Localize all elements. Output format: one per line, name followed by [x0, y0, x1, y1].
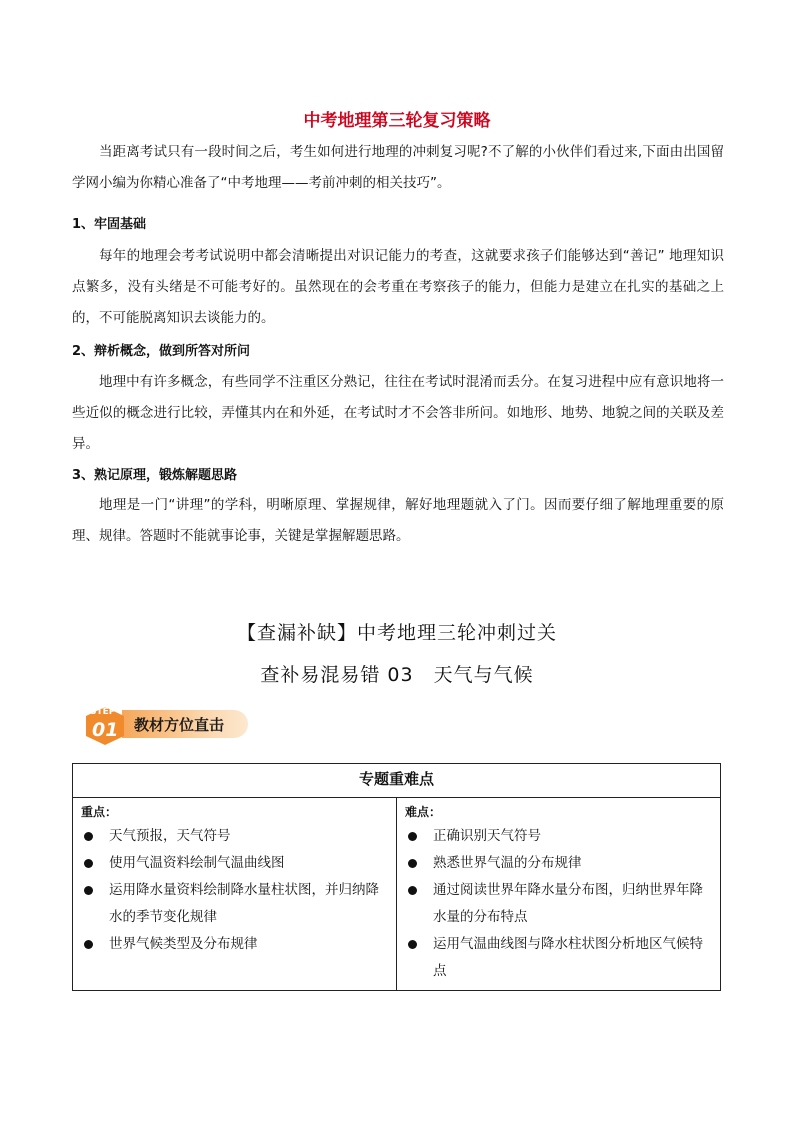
bullet-icon — [84, 859, 93, 868]
section-paragraph-2: 地理中有许多概念，有些同学不注重区分熟记，往往在考试时混淆而丢分。在复习进程中应有意识地将一些近似的概念进行比较，弄懂其内在和外延，在考试时才不会答非所问。如地形、地势、地貌之间的关联及差异。 — [72, 374, 724, 452]
key-points-list — [81, 823, 388, 958]
bullet-icon — [408, 832, 417, 841]
list-item-text: 天气预报，天气符号 — [109, 828, 231, 844]
list-item — [405, 823, 712, 850]
list-item — [81, 931, 388, 958]
list-item-text: 熟悉世界气温的分布规律 — [433, 855, 582, 871]
step-label: 教材方位直击 — [134, 716, 225, 734]
list-item — [81, 850, 388, 877]
section-heading-3: 3、熟记原理，锻炼解题思路 — [72, 468, 238, 483]
key-points-table — [72, 763, 721, 991]
list-item-text: 使用气温资料绘制气温曲线图 — [109, 855, 285, 871]
list-item — [405, 931, 712, 985]
bullet-icon — [408, 859, 417, 868]
bullet-icon — [408, 886, 417, 895]
difficult-points-column — [397, 798, 720, 990]
list-item-text: 世界气候类型及分布规律 — [109, 936, 258, 952]
list-item-text: 正确识别天气符号 — [433, 828, 541, 844]
section-paragraph-1: 每年的地理会考考试说明中都会清晰提出对识记能力的考查，这就要求孩子们能够达到“善记” 地理知识点繁多，没有头绪是不可能考好的。虽然现在的会考重在考察孩子的能力，但能力是建立在扎实的基础之上的，不可能脱离知识去谈能力的。 — [72, 248, 724, 326]
difficult-points-list — [405, 823, 712, 985]
section-paragraph-3: 地理是一门“讲理”的学科，明晰原理、掌握规律，解好地理题就入了门。因而要仔细了解地理重要的原理、规律。答题时不能就事论事，关键是掌握解题思路。 — [72, 497, 724, 544]
key-points-column — [73, 798, 397, 990]
list-item — [405, 850, 712, 877]
list-item-text: 运用降水量资料绘制降水量柱状图，并归纳降水的季节变化规律 — [109, 882, 379, 925]
list-item-text: 运用气温曲线图与降水柱状图分析地区气候特点 — [433, 936, 703, 979]
series-title: 【查漏补缺】中考地理三轮冲刺过关 — [236, 622, 557, 644]
section-heading-1: 1、牢固基础 — [72, 217, 147, 232]
table-body — [73, 798, 720, 990]
topic-title: 查补易混易错 03 天气与气候 — [260, 664, 534, 686]
section-heading-2: 2、辩析概念，做到所答对所问 — [72, 344, 251, 359]
key-points-label: 重点： — [81, 805, 118, 819]
list-item — [405, 877, 712, 931]
list-item — [81, 877, 388, 931]
list-item — [81, 823, 388, 850]
table-header: 专题重难点 — [73, 764, 720, 798]
document-title: 中考地理第三轮复习策略 — [303, 111, 491, 131]
list-item-text: 通过阅读世界年降水量分布图，归纳世界年降水量的分布特点 — [433, 882, 703, 925]
step-badge — [84, 706, 254, 746]
bullet-icon — [84, 940, 93, 949]
difficult-points-label: 难点： — [405, 805, 442, 819]
intro-paragraph: 当距离考试只有一段时间之后，考生如何进行地理的冲刺复习呢?不了解的小伙伴们看过来,下面由出国留学网小编为你精心准备了“中考地理——考前冲刺的相关技巧”。 — [72, 144, 724, 191]
bullet-icon — [84, 886, 93, 895]
step-word: STEP — [90, 707, 116, 717]
step-number: 01 — [92, 719, 119, 741]
bullet-icon — [408, 940, 417, 949]
bullet-icon — [84, 832, 93, 841]
